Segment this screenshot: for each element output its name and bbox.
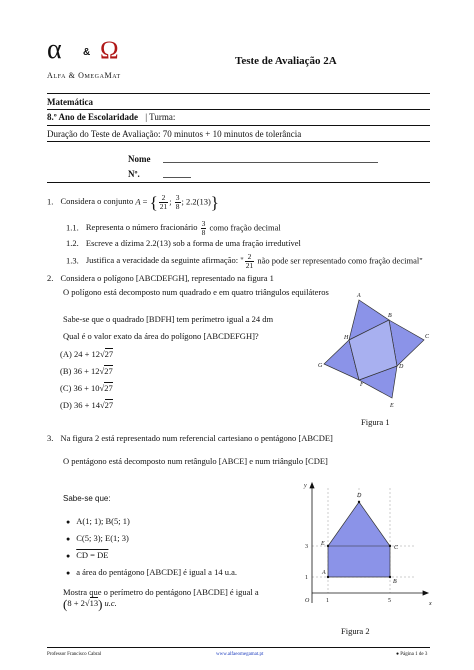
point-label: D [399,364,404,370]
class-label: Turma: [149,112,176,122]
figure-1 [310,288,435,413]
point-label: C [425,334,430,340]
point-label: F [360,382,364,388]
point-label: B [388,313,392,319]
answer-option[interactable]: (C) 36 + 10√27 [60,383,113,393]
bullet-icon: ● [396,652,400,657]
point-label: A [357,293,361,299]
given-item: ● CD = DE [66,550,109,560]
bullet-icon: ● [66,535,71,543]
question-2-ask: Qual é o valor exato da área do polígono [ABCDEFGH]? [63,331,259,341]
y-axis-label: y [304,483,307,489]
point-label: H [344,335,349,341]
name-line[interactable] [163,162,378,163]
x-axis-arrow [423,591,428,595]
tick-label: 1 [326,598,329,604]
name-label: Nome [128,154,151,164]
given-item: ● a área do pentágono [ABCDE] é igual a 14 u.a. [66,567,237,577]
given-item: ● A(1; 1); B(5; 1) [66,516,130,526]
question-2-perimeter: Sabe-se que o quadrado [BDFH] tem perímetro igual a 24 dm [63,314,274,324]
question-1-1: 1.1. Representa o número fracionário $\frac{3}{8}$ como fração decimal [66,219,281,237]
logo-text: Alfa & OmegaMat [47,71,121,80]
answer-option[interactable]: (D) 36 + 14√27 [60,400,114,410]
footer-author: Professor Francisco Cabral [47,652,102,657]
year-class-row: 8.º Ano de Escolaridade | Turma: [47,112,176,122]
question-2: 2. Considera o polígono [ABCDEFGH], representado na figura 1 [47,273,274,283]
x-axis-label: x [429,601,432,607]
origin-label: O [305,598,310,604]
tick-label: 5 [388,598,391,604]
question-3-task: Mostra que o perímetro do pentágono [ABCDE] é igual a (8 + 2√13) u.c. [63,587,259,612]
question-1-3: 1.3. Justifica a veracidade da seguinte afirmação: " $\frac{2}{21}$ não pode ser representado como fração decimal" [66,252,423,270]
figure-1-caption: Figura 1 [361,417,390,427]
point-label: E [390,403,394,409]
footer-page-number: ● Página 1 de 3 [396,652,428,657]
bullet-icon: ● [66,569,71,577]
tick-label: 3 [305,544,308,550]
point-label: C [394,545,399,551]
question-2-decomposition: O polígono está decomposto num quadrado e em quatro triângulos equiláteros [63,287,329,297]
figure-2-caption: Figura 2 [341,626,370,636]
divider [47,182,430,183]
figure-2 [296,478,436,610]
subject: Matemática [47,97,93,107]
question-1: 1. Considera o conjunto A = { $\frac{2}{21}$ ; $\frac{3}{8}$ ; 2.2(13)} [47,193,219,212]
divider [47,141,430,142]
logo-omega: Ω [100,37,119,64]
y-axis-arrow [310,483,314,488]
footer-website-link[interactable]: www.alfaeomegamat.pt [216,652,264,657]
question-3-decomposition: O pentágono está decomposto num retângulo [ABCE] e num triângulo [CDE] [63,456,328,466]
footer-divider [47,647,430,648]
divider [47,109,430,110]
divider [47,125,430,126]
point-label: E [321,541,325,547]
answer-options [60,349,113,417]
question-1-2: 1.2. Escreve a dízima 2.2(13) sob a forma de uma fração irredutível [66,238,301,248]
answer-option[interactable]: (B) 36 + 12√27 [60,366,113,376]
number-line[interactable] [163,177,191,178]
point-label: D [357,493,362,499]
point-label: A [322,570,326,576]
point-label: B [393,579,397,585]
question-3-given: Sabe-se que: [63,494,111,503]
school-year: 8.º Ano de Escolaridade [47,112,138,122]
pentagon-abcde [328,502,390,577]
divider [47,93,430,94]
logo-alpha: α [47,34,62,65]
point-label: G [318,363,323,369]
given-list [66,516,237,584]
logo-ampersand: & [83,47,91,58]
tick-label: 1 [305,575,308,581]
bullet-icon: ● [66,552,71,560]
question-3: 3. Na figura 2 está representado num referencial cartesiano o pentágono [ABCDE] [47,433,333,443]
duration: Duração do Teste de Avaliação: 70 minutos + 10 minutos de tolerância [47,129,302,139]
given-item: ● C(5; 3); E(1; 3) [66,533,129,543]
test-title: Teste de Avaliação 2A [235,55,337,67]
bullet-icon: ● [66,518,71,526]
answer-option[interactable]: (A) 24 + 12√27 [60,349,114,359]
number-label: Nº. [128,169,140,179]
